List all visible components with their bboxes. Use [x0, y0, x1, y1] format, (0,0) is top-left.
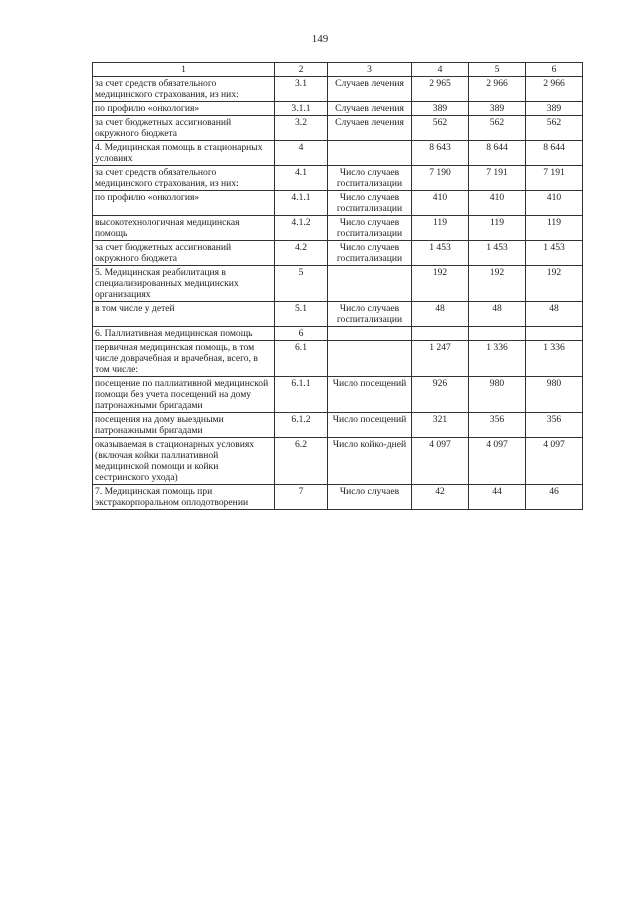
row-unit-cell	[328, 266, 412, 302]
table-row	[93, 327, 583, 341]
table-row	[93, 241, 583, 266]
row-name-cell: по профилю «онкология»	[93, 191, 275, 216]
row-unit-cell	[328, 341, 412, 377]
row-value-cell: 1 453	[526, 241, 583, 266]
column-header: 2	[275, 63, 328, 77]
row-name-cell: за счет бюджетных ассигнований окружного бюджета	[93, 116, 275, 141]
row-value-cell: 980	[469, 377, 526, 413]
row-unit-cell: Число случаев госпитализации	[328, 302, 412, 327]
table-row	[93, 216, 583, 241]
row-value-cell: 2 965	[412, 77, 469, 102]
row-value-cell: 356	[469, 413, 526, 438]
row-name-cell: посещение по паллиативной медицинской помощи без учета посещений на дому патронажными бригадами	[93, 377, 275, 413]
row-value-cell: 4 097	[526, 438, 583, 485]
row-unit-cell	[328, 141, 412, 166]
row-code-cell: 6	[275, 327, 328, 341]
row-value-cell: 1 453	[469, 241, 526, 266]
table-row	[93, 141, 583, 166]
row-value-cell: 410	[526, 191, 583, 216]
row-unit-cell: Число случаев госпитализации	[328, 166, 412, 191]
row-value-cell: 1 247	[412, 341, 469, 377]
row-code-cell: 6.1.1	[275, 377, 328, 413]
row-unit-cell: Число случаев	[328, 485, 412, 510]
row-code-cell: 4.1.1	[275, 191, 328, 216]
row-value-cell: 48	[526, 302, 583, 327]
row-value-cell: 119	[412, 216, 469, 241]
row-value-cell: 562	[412, 116, 469, 141]
row-value-cell: 1 336	[526, 341, 583, 377]
row-unit-cell: Число случаев госпитализации	[328, 216, 412, 241]
row-value-cell: 192	[412, 266, 469, 302]
row-value-cell: 8 644	[526, 141, 583, 166]
row-value-cell	[412, 327, 469, 341]
row-code-cell: 6.1.2	[275, 413, 328, 438]
row-name-cell: высокотехнологичная медицинская помощь	[93, 216, 275, 241]
row-value-cell: 389	[469, 102, 526, 116]
row-value-cell: 389	[412, 102, 469, 116]
row-value-cell: 8 644	[469, 141, 526, 166]
table-row	[93, 102, 583, 116]
row-unit-cell: Случаев лечения	[328, 77, 412, 102]
row-value-cell: 8 643	[412, 141, 469, 166]
row-code-cell: 5	[275, 266, 328, 302]
row-value-cell: 42	[412, 485, 469, 510]
row-value-cell: 321	[412, 413, 469, 438]
column-header: 3	[328, 63, 412, 77]
table-row	[93, 266, 583, 302]
table-row	[93, 413, 583, 438]
column-header: 1	[93, 63, 275, 77]
row-code-cell: 4.1.2	[275, 216, 328, 241]
table-row	[93, 377, 583, 413]
row-value-cell: 410	[412, 191, 469, 216]
row-name-cell: 7. Медицинская помощь при экстракорпоральном оплодотворении	[93, 485, 275, 510]
row-unit-cell: Число случаев госпитализации	[328, 191, 412, 216]
row-value-cell: 2 966	[469, 77, 526, 102]
row-value-cell: 48	[469, 302, 526, 327]
row-value-cell: 192	[469, 266, 526, 302]
row-value-cell: 4 097	[469, 438, 526, 485]
row-name-cell: за счет бюджетных ассигнований окружного бюджета	[93, 241, 275, 266]
row-code-cell: 4.2	[275, 241, 328, 266]
row-unit-cell: Случаев лечения	[328, 102, 412, 116]
row-unit-cell: Число койко-дней	[328, 438, 412, 485]
row-value-cell: 7 190	[412, 166, 469, 191]
row-code-cell: 6.1	[275, 341, 328, 377]
table-body	[93, 77, 583, 510]
row-code-cell: 3.1.1	[275, 102, 328, 116]
row-unit-cell: Случаев лечения	[328, 116, 412, 141]
page-number: 149	[311, 33, 329, 45]
column-header: 4	[412, 63, 469, 77]
table-row	[93, 77, 583, 102]
row-value-cell: 7 191	[469, 166, 526, 191]
row-value-cell	[526, 327, 583, 341]
table-row	[93, 191, 583, 216]
row-value-cell: 48	[412, 302, 469, 327]
row-value-cell: 4 097	[412, 438, 469, 485]
row-value-cell: 562	[469, 116, 526, 141]
column-header: 5	[469, 63, 526, 77]
row-name-cell: 5. Медицинская реабилитация в специализированных медицинских организациях	[93, 266, 275, 302]
row-value-cell: 356	[526, 413, 583, 438]
row-unit-cell: Число посещений	[328, 377, 412, 413]
row-unit-cell	[328, 327, 412, 341]
row-name-cell: первичная медицинская помощь, в том числе доврачебная и врачебная, всего, в том числе:	[93, 341, 275, 377]
table-row	[93, 485, 583, 510]
row-value-cell	[469, 327, 526, 341]
row-value-cell: 389	[526, 102, 583, 116]
row-code-cell: 3.1	[275, 77, 328, 102]
row-value-cell: 192	[526, 266, 583, 302]
row-name-cell: в том числе у детей	[93, 302, 275, 327]
row-value-cell: 119	[469, 216, 526, 241]
table-row	[93, 438, 583, 485]
row-unit-cell: Число случаев госпитализации	[328, 241, 412, 266]
row-code-cell: 4.1	[275, 166, 328, 191]
table-row	[93, 116, 583, 141]
row-name-cell: по профилю «онкология»	[93, 102, 275, 116]
table-row	[93, 341, 583, 377]
row-name-cell: за счет средств обязательного медицинского страхования, из них:	[93, 166, 275, 191]
row-value-cell: 410	[469, 191, 526, 216]
row-code-cell: 3.2	[275, 116, 328, 141]
row-value-cell: 119	[526, 216, 583, 241]
row-code-cell: 6.2	[275, 438, 328, 485]
row-name-cell: оказываемая в стационарных условиях (включая койки паллиативной медицинской помощи и койки сестринского ухода)	[93, 438, 275, 485]
row-value-cell: 980	[526, 377, 583, 413]
row-code-cell: 7	[275, 485, 328, 510]
header-row	[93, 63, 583, 77]
row-value-cell: 1 336	[469, 341, 526, 377]
table-row	[93, 166, 583, 191]
row-value-cell: 44	[469, 485, 526, 510]
row-name-cell: за счет средств обязательного медицинского страхования, из них:	[93, 77, 275, 102]
row-name-cell: 4. Медицинская помощь в стационарных условиях	[93, 141, 275, 166]
row-code-cell: 4	[275, 141, 328, 166]
row-value-cell: 2 966	[526, 77, 583, 102]
table-row	[93, 302, 583, 327]
row-value-cell: 46	[526, 485, 583, 510]
row-unit-cell: Число посещений	[328, 413, 412, 438]
row-code-cell: 5.1	[275, 302, 328, 327]
row-value-cell: 7 191	[526, 166, 583, 191]
column-header: 6	[526, 63, 583, 77]
row-value-cell: 562	[526, 116, 583, 141]
data-table	[92, 62, 583, 510]
row-name-cell: посещения на дому выездными патронажными бригадами	[93, 413, 275, 438]
row-name-cell: 6. Паллиативная медицинская помощь	[93, 327, 275, 341]
row-value-cell: 1 453	[412, 241, 469, 266]
row-value-cell: 926	[412, 377, 469, 413]
